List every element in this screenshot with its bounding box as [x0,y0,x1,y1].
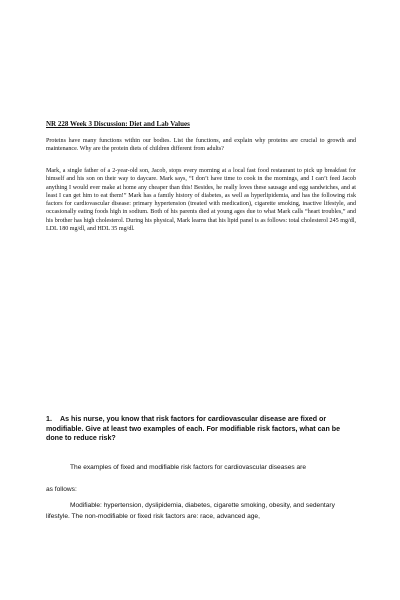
question-number: 1. [46,415,52,423]
document-title: NR 228 Week 3 Discussion: Diet and Lab Values [46,120,190,128]
intro-paragraph: Proteins have many functions within our bodies. List the functions, and explain why proteins are crucial to growth and maintenance. Why are the protein diets of children different from adults? [46,138,356,153]
answer-line-2: as follows: [46,486,77,493]
question-text: As his nurse, you know that risk factors for cardiovascular disease are fixed or modifiable. Give at least two examples of each. For modifiable risk factors, what can be done to reduce risk? [46,415,341,443]
case-study-paragraph: Mark, a single father of a 2-year-old son, Jacob, stops every morning at a local fast food restaurant to pick up breakfast for himself and his son on their way to daycare. Mark says, “I don’t have time to cook in the mornings, and I can’t feed Jacob anything I would ever make at home any cheaper than this! Besides, he really loves these sausage and egg sandwiches, and at least I can get him to eat them!” Mark has a family history of diabetes, as well as hyperlipidemia, and has the following risk factors for cardiovascular disease: primary hypertension (treated with medication), cigarette smoking, inactive lifestyle, and occasionally eating foods high in sodium. Both of his parents died at young ages due to what Mark calls “heart troubles,” and his brother has high cholesterol. During his physical, Mark learns that his lipid panel is as follows: total cholesterol 245 mg/dl, LDL 180 mg/dl, and HDL 35 mg/dl. [46,168,356,233]
question-heading [46,415,356,444]
answer-line-1: The examples of fixed and modifiable risk factors for cardiovascular diseases are [70,464,307,471]
answer-paragraph: Modifiable: hypertension, dyslipidemia, diabetes, cigarette smoking, obesity, and sedentary lifestyle. The non-modifiable or fixed risk factors are: race, advanced age, [46,502,335,520]
